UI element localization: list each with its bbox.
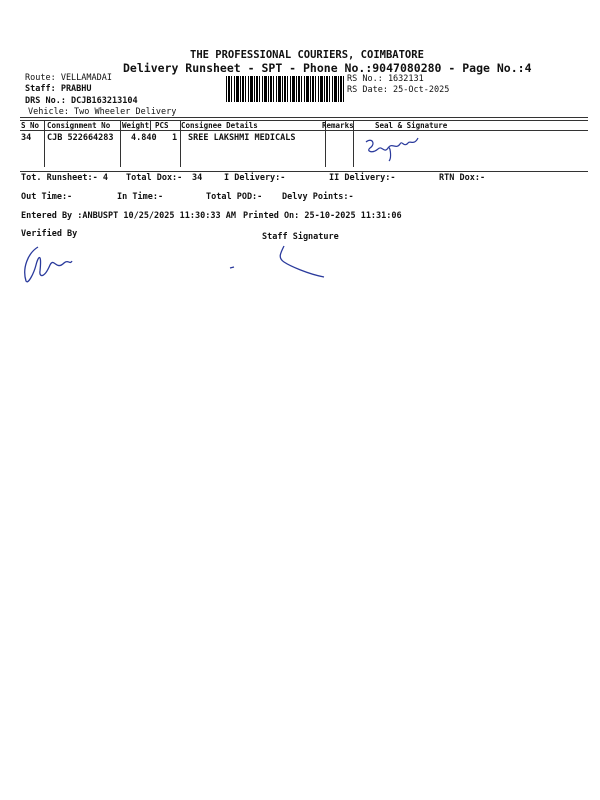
col-sno: S No (21, 121, 40, 130)
i-delivery: I Delivery:- (224, 173, 286, 183)
staff-signature-image (228, 240, 328, 285)
drs-number: DRS No.: DCJB163213104 (25, 96, 138, 106)
col-remarks: Remarks (322, 121, 354, 130)
runsheet-subtitle: Delivery Runsheet - SPT - Phone No.:9047080280 - Page No.:4 (123, 61, 532, 75)
row-consignment: CJB 522664283 (47, 133, 114, 143)
printed-on: Printed On: 25-10-2025 11:31:06 (243, 211, 402, 221)
rs-date: RS Date: 25-Oct-2025 (347, 85, 450, 95)
route-label: Route: VELLAMADAI (25, 73, 112, 83)
row-pcs: 1 (172, 133, 178, 143)
verified-by-label: Verified By (21, 229, 78, 239)
out-time: Out Time:- (21, 192, 73, 202)
col-weight: Weight (122, 121, 150, 130)
row-weight: 4.840 (131, 133, 157, 143)
col-pcs: PCS (155, 121, 169, 130)
total-dox-value: 34 (192, 173, 203, 183)
company-title: THE PROFESSIONAL COURIERS, COIMBATORE (190, 49, 424, 61)
tot-runsheet: Tot. Runsheet:- 4 (21, 173, 108, 183)
in-time: In Time:- (117, 192, 164, 202)
total-dox-label: Total Dox:- (126, 173, 183, 183)
row-consignee: SREE LAKSHMI MEDICALS (188, 133, 296, 143)
row-sno: 34 (21, 133, 32, 143)
ii-delivery: II Delivery:- (329, 173, 396, 183)
consignee-signature-image (362, 134, 442, 164)
rs-number: RS No.: 1632131 (347, 74, 424, 84)
verifier-signature-image (20, 243, 80, 288)
col-consignment: Consignment No (47, 121, 111, 130)
col-seal-signature: Seal & Signature (375, 121, 448, 130)
rtn-dox: RTN Dox:- (439, 173, 486, 183)
total-pod: Total POD:- (206, 192, 263, 202)
delvy-points: Delvy Points:- (282, 192, 354, 202)
barcode-image (226, 76, 344, 102)
entered-by: Entered By :ANBUSPT 10/25/2025 11:30:33 AM (21, 211, 236, 221)
staff-signature-label: Staff Signature (262, 232, 339, 242)
col-consignee: Consignee Details (181, 121, 258, 130)
vehicle-label: Vehicle: Two Wheeler Delivery (28, 107, 177, 117)
staff-label: Staff: PRABHU (25, 84, 92, 94)
